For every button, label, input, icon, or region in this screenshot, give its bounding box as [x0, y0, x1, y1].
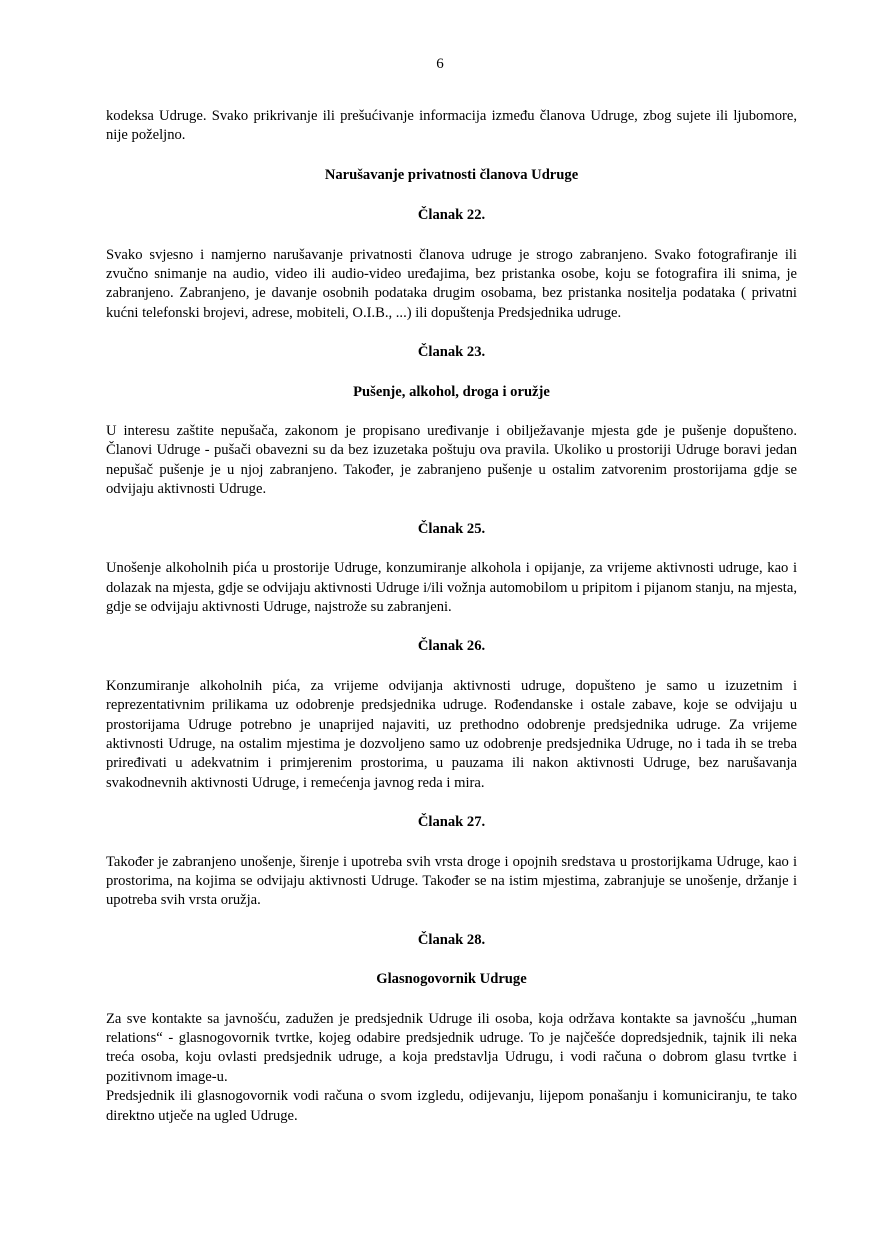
paragraph-article-28-b: Predsjednik ili glasnogovornik vodi računa o svom izgledu, odijevanju, lijepom ponašanju i komuniciranju, te tako direktno utječe na ugled Udruge. [106, 1088, 797, 1124]
page-number: 6 [436, 56, 444, 72]
article-heading-22: Članak 22. [417, 207, 486, 224]
article-heading-25: Članak 25. [417, 520, 486, 537]
article-heading-26: Članak 26. [417, 638, 486, 655]
document-body [106, 107, 797, 1126]
paragraph-article-23: U interesu zaštite nepušača, zakonom je propisano uređivanje i obilježavanje mjesta gde je pušenje dopušteno. Članovi Udruge - pušači obavezni su da bez izuzetaka poštuju ova pravila. Ukoliko u prostoriji Udruge boravi jedan nepušač pušenje je u njoj zabranjeno. Također, je zabranjeno pušenje u ostalim zatvorenim prostorijama gdje se odvijaju aktivnosti Udruge. [106, 423, 797, 498]
article-heading-27: Članak 27. [417, 814, 486, 831]
paragraph-article-22: Svako svjesno i namjerno narušavanje privatnosti članova udruge je strogo zabranjeno. Svako fotografiranje ili zvučno snimanje na audio, video ili audio-video uređajima, bez pristanka osobe, koju se fotografira ili snima, je zabranjeno. Zabranjeno, je davanje osobnih podataka drugim osobama, bez pristanka nositelja podataka ( privatni kućni telefonski brojevi, adrese, mobiteli, O.I.B., ...) ili dopuštenja Predsjednika udruge. [106, 246, 797, 321]
paragraph-article-25: Unošenje alkoholnih pića u prostorije Udruge, konzumiranje alkohola i opijanje, za vrijeme aktivnosti udruge, kao i dolazak na mjesta, gdje se odvijaju aktivnosti Udruge i/ili vožnja automobilom u pripitom i pijanom stanju, na mjesta, gdje se odvijaju aktivnosti Udruge, najstrože su zabranjeni. [106, 560, 797, 615]
section-title-privacy: Narušavanje privatnosti članova Udruge [324, 166, 579, 183]
section-title-smoking: Pušenje, alkohol, droga i oružje [353, 383, 550, 400]
article-heading-23: Članak 23. [417, 344, 486, 361]
paragraph-article-28-a: Za sve kontakte sa javnošću, zadužen je predsjednik Udruge ili osoba, koja održava kontakte sa javnošću „human relations“ - glasnogovornik tvrtke, kojeg odabire predsjednik udruge. To je najčešće dopredsjednik, tajnik ili neka treća osoba, koju ovlasti predsjednik udruge, a koja predstavlja Udrugu, i vodi računa o dobrom glasu tvrtke i pozitivnom image-u. [106, 1010, 797, 1085]
article-heading-28: Članak 28. [417, 931, 486, 948]
paragraph-article-27: Također je zabranjeno unošenje, širenje i upotreba svih vrsta droge i opojnih sredstava u prostorijkama Udruge, kao i prostorima, na kojima se odvijaju aktivnosti Udruge. Također se na istim mjestima, zabranjuje se unošenje, držanje i upotreba svih vrsta oružja. [106, 853, 797, 909]
paragraph-intro: kodeksa Udruge. Svako prikrivanje ili prešućivanje informacija između članova Udruge, zbog sujete ili ljubomore, nije poželjno. [106, 108, 797, 144]
section-title-spokesperson: Glasnogovornik Udruge [376, 971, 527, 988]
paragraph-article-26: Konzumiranje alkoholnih pića, za vrijeme odvijanja aktivnosti udruge, dopušteno je samo u izuzetnim i reprezentativnim prilikama uz odobrenje predsjednika udruge. Rođendanske i ostale zabave, koje se odvijaju u prostorijama Udruge potrebno je unaprijed najaviti, uz prethodno odobrenje predsjednika udruge. Za vrijeme aktivnosti Udruge, na ostalim mjestima je dozvoljeno samo uz odobrenje predsjednika Udruge, no i tada ih se treba priređivati u adekvatnim i primjerenim prostorima, u pauzama ili nakon aktivnosti Udruge, bez narušavanja svakodnevnih aktivnosti Udruge, i remećenja javnog reda i mira. [106, 677, 797, 791]
